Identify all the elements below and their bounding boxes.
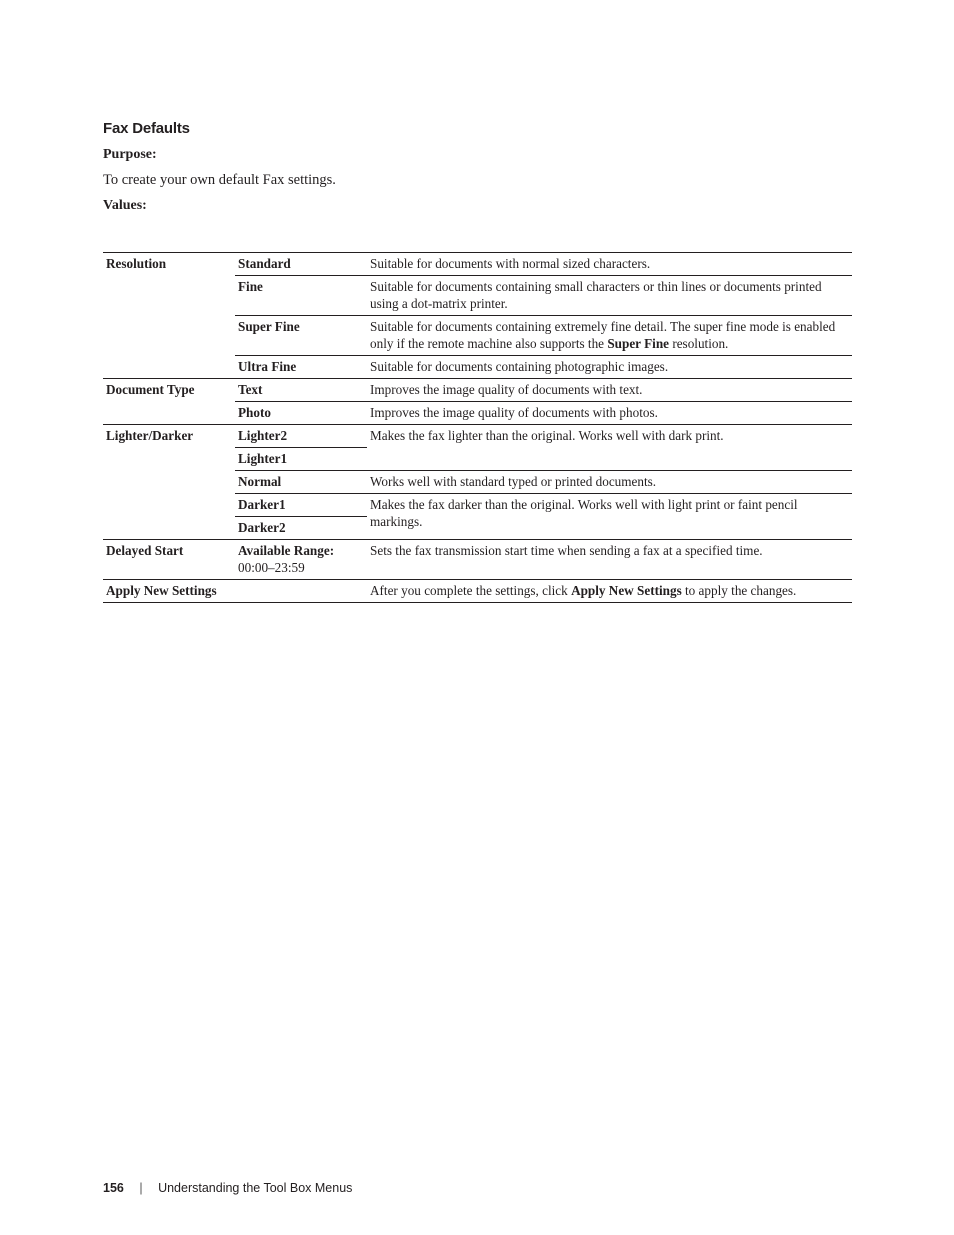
option-available-range (235, 540, 367, 580)
desc-delayed-start: Sets the fax transmission start time when sending a fax at a specified time. (367, 540, 852, 580)
desc-fine: Suitable for documents containing small characters or thin lines or documents printed using a dot-matrix printer. (367, 276, 852, 316)
footer-separator: | (139, 1181, 143, 1195)
resolution-label: Resolution (103, 253, 235, 379)
desc-photo: Improves the image quality of documents with photos. (367, 402, 852, 425)
lighter-darker-label: Lighter/Darker (103, 425, 235, 540)
option-super-fine: Super Fine (235, 316, 367, 356)
desc-normal: Works well with standard typed or printed documents. (367, 471, 852, 494)
table-row (103, 540, 852, 580)
purpose-text: To create your own default Fax settings. (103, 172, 336, 188)
option-photo: Photo (235, 402, 367, 425)
desc-apply-bold: Apply New Settings (571, 583, 682, 598)
table-row (103, 253, 852, 276)
delayed-start-label: Delayed Start (103, 540, 235, 580)
option-fine: Fine (235, 276, 367, 316)
page-footer (103, 1181, 352, 1195)
table-row (103, 580, 852, 603)
desc-super-fine-tail: resolution. (669, 336, 729, 351)
range-value: 00:00–23:59 (238, 560, 305, 575)
option-text: Text (235, 379, 367, 402)
desc-super-fine (367, 316, 852, 356)
document-type-label: Document Type (103, 379, 235, 425)
desc-standard: Suitable for documents with normal sized characters. (367, 253, 852, 276)
desc-ultra-fine: Suitable for documents containing photographic images. (367, 356, 852, 379)
option-darker1: Darker1 (235, 494, 367, 517)
desc-super-fine-text: Suitable for documents containing extremely fine detail. The super fine mode is enabled only if the remote machine also supports the (370, 319, 836, 351)
option-standard: Standard (235, 253, 367, 276)
page-number: 156 (103, 1181, 124, 1195)
desc-darker: Makes the fax darker than the original. Works well with light print or faint pencil markings. (367, 494, 852, 540)
values-table (103, 252, 852, 603)
option-lighter2: Lighter2 (235, 425, 367, 448)
desc-apply-text: After you complete the settings, click (370, 583, 572, 598)
option-normal: Normal (235, 471, 367, 494)
table-row (103, 425, 852, 448)
apply-new-settings-label: Apply New Settings (103, 580, 235, 603)
option-empty (235, 580, 367, 603)
option-ultra-fine: Ultra Fine (235, 356, 367, 379)
desc-apply (367, 580, 852, 603)
section-heading: Fax Defaults (103, 120, 190, 137)
purpose-label: Purpose: (103, 147, 157, 162)
desc-lighter: Makes the fax lighter than the original. Works well with dark print. (367, 425, 852, 471)
footer-section-title: Understanding the Tool Box Menus (158, 1181, 353, 1195)
option-darker2: Darker2 (235, 517, 367, 540)
desc-text: Improves the image quality of documents with text. (367, 379, 852, 402)
range-label: Available Range: (238, 543, 335, 558)
option-lighter1: Lighter1 (235, 448, 367, 471)
desc-apply-tail: to apply the changes. (681, 583, 797, 598)
values-label: Values: (103, 198, 147, 213)
table-row (103, 379, 852, 402)
desc-super-fine-bold: Super Fine (607, 336, 670, 351)
